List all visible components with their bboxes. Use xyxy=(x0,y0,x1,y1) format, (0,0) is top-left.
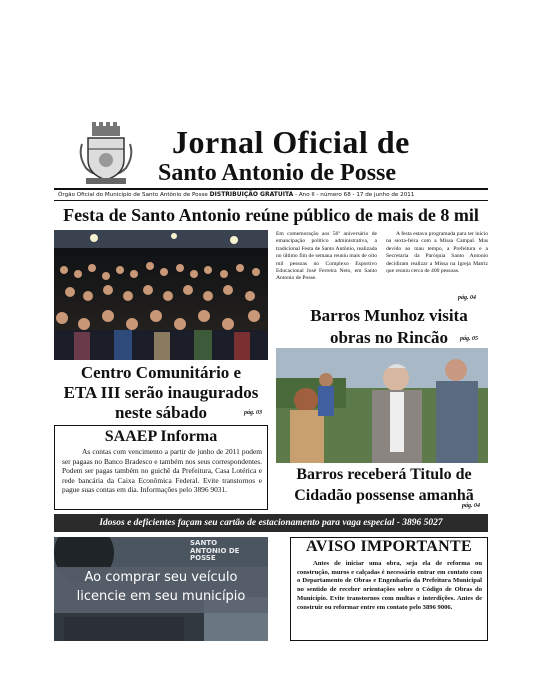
masthead-meta-line xyxy=(58,190,488,200)
titulo-line2: Cidadão possense amanhã xyxy=(294,487,474,504)
meta-distribution: DISTRIBUIÇÃO GRATUITA xyxy=(209,191,294,198)
ad-slogan xyxy=(58,568,264,606)
festa-text-col1: Em comemoração aos 56º aniversário de emancipação político administrativa, a tradicional Festa de Santo Antônio, realizada no último fim de semana reuniu mais de oito mil pessoas no Complexo Esportivo Educacional José Ferreira Neto, em Santo Antonio de Posse. xyxy=(276,231,377,282)
municipal-crest-logo xyxy=(76,122,136,186)
titulo-headline xyxy=(280,464,488,506)
barros-rincao-line2: obras no Rincão xyxy=(329,328,449,347)
barros-visit-photo xyxy=(276,348,488,463)
main-headline: Festa de Santo Antonio reúne público de mais de 8 mil xyxy=(63,205,479,225)
masthead-title-line2: Santo Antonio de Posse xyxy=(158,160,397,186)
ad-municipal-logo xyxy=(190,540,266,563)
titulo-page-ref: pág. 04 xyxy=(462,503,480,509)
centro-line2: ETA III serão inaugurados xyxy=(63,383,259,402)
festa-page-ref: pág. 04 xyxy=(458,295,476,301)
barros-rincao-page-ref: pág. 05 xyxy=(460,336,478,342)
centro-line1: Centro Comunitário e xyxy=(80,363,242,382)
parking-card-banner: Idosos e deficientes façam seu cartão de estacionamento para vaga especial - 3896 5027 xyxy=(54,514,488,532)
aviso-body: Antes de iniciar uma obra, seja ela de reforma ou construção, muros e calçadas é necessário entrar em contato com o Departamento de Obras e Engenharia da Prefeitura Municipal no sentido de receber orientações sobre o Código de Obras do Município. Evite transtornos com multas e interdições. Antes de construir ou reformar entre em contato pelo 3896 9006. xyxy=(297,560,482,611)
ad-logo-line1: SANTO xyxy=(190,539,218,547)
masthead-title-line1: Jornal Oficial de xyxy=(172,124,410,160)
meta-issue: - Ano II - número 68 - 17 de junho de 2011 xyxy=(295,192,415,198)
meta-organ: Órgão Oficial do Município de Santo Antônio de Posse xyxy=(58,192,208,198)
titulo-line1: Barros receberá Titulo de xyxy=(296,466,472,483)
centro-line3: neste sábado xyxy=(114,403,208,422)
ad-slogan-line1: Ao comprar seu veículo xyxy=(84,570,238,585)
barros-rincao-headline xyxy=(290,305,488,349)
saaep-title: SAAEP Informa xyxy=(104,428,218,445)
aviso-title: AVISO IMPORTANTE xyxy=(306,538,472,555)
barros-rincao-line1: Barros Munhoz visita xyxy=(310,306,468,325)
saaep-body: As contas com vencimento a partir de junho de 2011 podem ser pagaas no Banco Bradesco e também nos seus correspondentes. Podem ser pagas também no guichê da Prefeitura, Casa Lotérica e rede bancária da Caixa Econômica Federal. Evite transtornos e pague suas contas em dia. Informações pelo 3896 9031. xyxy=(62,447,262,494)
ad-logo-line3: POSSE xyxy=(190,554,216,562)
festa-text-col2: A festa estava programada para ter início na sexta-feira com a Missa Campal. Mas devido ao mau tempo, a Prefeitura e a Secretaria da Paróquia Santo Antonio decidiram realizar a Missa na Igreja Matriz que reuniu cerca de 400 pessoas. xyxy=(386,231,488,275)
ad-slogan-line2: licencie em seu município xyxy=(76,589,246,604)
festa-crowd-photo xyxy=(54,230,268,360)
centro-page-ref: pág. 03 xyxy=(244,410,262,416)
centro-headline xyxy=(54,363,268,423)
masthead-rule-bottom xyxy=(54,200,488,201)
ad-logo-line2: ANTONIO DE xyxy=(190,546,240,555)
